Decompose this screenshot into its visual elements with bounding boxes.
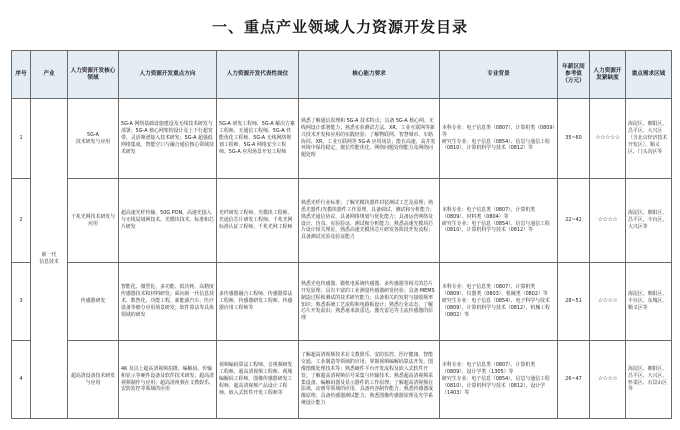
row-seq: 3 xyxy=(12,263,31,341)
row-positions: 5G-A 研发工程师、5G-A 解决方案工程师、无通信工程师、5G-A 性能优化工程师、5G-A 无线网络规划工程师、5G-A 网络安全工程师、5G-A 应用场景开发工程师 xyxy=(217,99,299,179)
industry-cell: 新一代 信息技术 xyxy=(31,99,68,419)
header-region: 重点需求区域 xyxy=(626,51,672,99)
row-urgency-stars: ☆☆☆☆ xyxy=(590,179,626,263)
page-title: 一、重点产业领域人力资源开发目录 xyxy=(211,18,468,36)
header-seq: 序号 xyxy=(12,51,31,99)
row-seq: 2 xyxy=(12,179,31,263)
row-region: 海淀区、朝阳区、昌平区、大兴区（含北京经济技术开发区）、顺义区、门头沟区等 xyxy=(626,99,672,179)
row-skills: 熟悉光纤行业标准；了解光模块器件封装测试工艺及原理；熟悉光器件/光模块器件工作原理，具备调试、测试和分析能力；熟悉光通信协议，具备网络规划与优化能力；具备运营网络及设计、仿真、实验验证、测试和分析能力；熟悉高速光模块芯片设计相关理论，熟悉高速光模块芯片研发各阶段开发流程；具备测试实验及验证能力 xyxy=(299,179,440,263)
header-positions: 人力资源开发代表性岗位 xyxy=(217,51,299,99)
table-row xyxy=(12,99,672,179)
header-skills: 核心能力要求 xyxy=(299,51,440,99)
row-direction: 超高速光纤传输、50G PON、高速光接入与无线局域网技术、光模块技术、标准和芯片研发 xyxy=(119,179,217,263)
row-urgency-stars: ☆☆☆☆ xyxy=(590,263,626,341)
row-field: 千兆光网技术研发与应用 xyxy=(68,179,119,263)
table-row xyxy=(12,263,672,341)
row-field: 5G-A 技术研发与应用 xyxy=(68,99,119,179)
row-region: 海淀区、朝阳区、昌平区、大兴区、怀柔区、石景山区等 xyxy=(626,341,672,419)
row-direction: 5G-A 网络基础设施建设及无线技术研发与部署；5G-A 核心网架构设计及上下行超宽带、灵活频谱接入技术研发；5G-A 超强低网络集成、智能空口与融合通信核心领域技术研发 xyxy=(119,99,217,179)
row-salary: 35~60 xyxy=(558,99,590,179)
row-salary: 28~51 xyxy=(558,263,590,341)
row-major: 本科专业：电子信息类（0807）、计算机类（0809）等 研究生专业：电子信息（0854）、信息与通信工程（0810）、计算机科学与技术（0812）等 xyxy=(440,99,558,179)
row-positions: 视频编码算法工程师、音视频研发工程师、超高清视频工程师、视频编解码工程师、图像传感器研发工程师、超高清视频产品设计工程师、嵌入式软件开发工程师等 xyxy=(217,341,299,419)
row-major: 本科专业：电子信息类（0807）、计算机类（0809）、仪器类（0803）、机械类（0802）等 研究生专业：电子信息（0854）、电子科学与技术（0809）、计算机科学与技术（0812）、机械工程（0802）等 xyxy=(440,263,558,341)
row-skills: 熟悉光电传感器、微机电系统传感器、多传感器等相关的芯片开发原理；具有丰富的工业测量传感器研发经验；具备 MEMS 制造过程和测试的技术研究能力；具备相关的发射与接收频率知识；熟悉系统工艺流程和电路板设计；熟悉行业动态，了解芯片开发前沿；熟悉毫米波雷达、激光雷达等主流传感器的原理 xyxy=(299,263,440,341)
row-direction: 4K 及以上超高清视频拍摄、编解码、传输和显示等硬件设备及软件技术研发；超高清视频制作与应用；超高清视频在文教娱乐、安防监控等领域的应用 xyxy=(119,341,217,419)
row-major: 本科专业：电子信息类（0807）、计算机类（0809）、设计学类（1305）等 研究生专业：电子信息（0854）、信息与通信工程（0810）、计算机科学与技术（0812）、设计学（1403）等 xyxy=(440,341,558,419)
header-salary: 年薪区间参考值（万元） xyxy=(558,51,590,99)
row-region: 海淀区、朝阳区、昌平区、丰台区、大兴区等 xyxy=(626,179,672,263)
row-urgency-stars: ☆☆☆☆ xyxy=(590,341,626,419)
header-row xyxy=(12,51,672,99)
header-urgency: 人力资源开发紧缺度 xyxy=(590,51,626,99)
row-skills: 了解超高清视频技术在文教娱乐、安防监控、医疗健康、智能交通、工业制造等领域的应用；掌握视频编解码算法开发、图像图像处理技术等；熟悉硬件平台开发流程及嵌入式软件开发；了解超高清视频信号采集与传输技术；熟悉超高清视频采集设备、编解码器及显示器件的工作原理；了解超高清视频在影视、动画等领域的应用，具备内容制作能力；熟悉传感器成像原理，具备传感器测试能力；熟悉图像传感器原理及光学系统设计能力 xyxy=(299,341,440,419)
row-direction: 智能化、微型化、多功能、低功耗、高精度传感器技术和材料研发；面向新一代信息技术、数智化、功能工程、新能源汽车、医疗设备等细分应用场景研发；软件算法等具体领域的研发 xyxy=(119,263,217,341)
row-positions: 多传感器融合工程师、传感器算法工程师、传感器研发工程师、传感器应用工程师等 xyxy=(217,263,299,341)
row-major: 本科专业：电子信息类（0807）、计算机类（0809）、材料类（0804）等 研究生专业：电子信息（0854）、信息与通信工程（0810）、计算机科学与技术（0812）等 xyxy=(440,179,558,263)
header-major: 专业背景 xyxy=(440,51,558,99)
row-positions: 光纤研发工程师、光模块工程师、光通信芯片研发工程师、千兆光网标准认证工程师、千兆光网工程师 xyxy=(217,179,299,263)
table-row xyxy=(12,179,672,263)
header-field: 人力资源开发核心领域 xyxy=(68,51,119,99)
row-field: 传感器研发 xyxy=(68,263,119,341)
row-skills: 熟悉了解通信原理和 5G-A 技术特点；具备 5G-A 核心网、无线网设计部署能力；熟悉实验测试方法、XR、工业互联网等新兴技术开发和应用的实践经验；了解物联网、智慧城市、车路协同、XR、工业互联网等 5G-A 应用场景；能在高速、高并发环境中保持稳定，擅长性能优化、网络问题处理能力及网络问题处理 xyxy=(299,99,440,179)
header-industry: 产业 xyxy=(31,51,68,99)
row-urgency-stars: ☆☆☆☆☆ xyxy=(590,99,626,179)
row-region: 海淀区、朝阳区、丰台区、东城区、顺义区等 xyxy=(626,263,672,341)
resource-catalog-table xyxy=(11,50,672,419)
table-row xyxy=(12,341,672,419)
row-salary: 26~47 xyxy=(558,341,590,419)
header-direction: 人力资源开发重点方向 xyxy=(119,51,217,99)
row-seq: 4 xyxy=(12,341,31,419)
row-seq: 1 xyxy=(12,99,31,179)
row-salary: 22~42 xyxy=(558,179,590,263)
row-field: 超高清设备技术研发与应用 xyxy=(68,341,119,419)
